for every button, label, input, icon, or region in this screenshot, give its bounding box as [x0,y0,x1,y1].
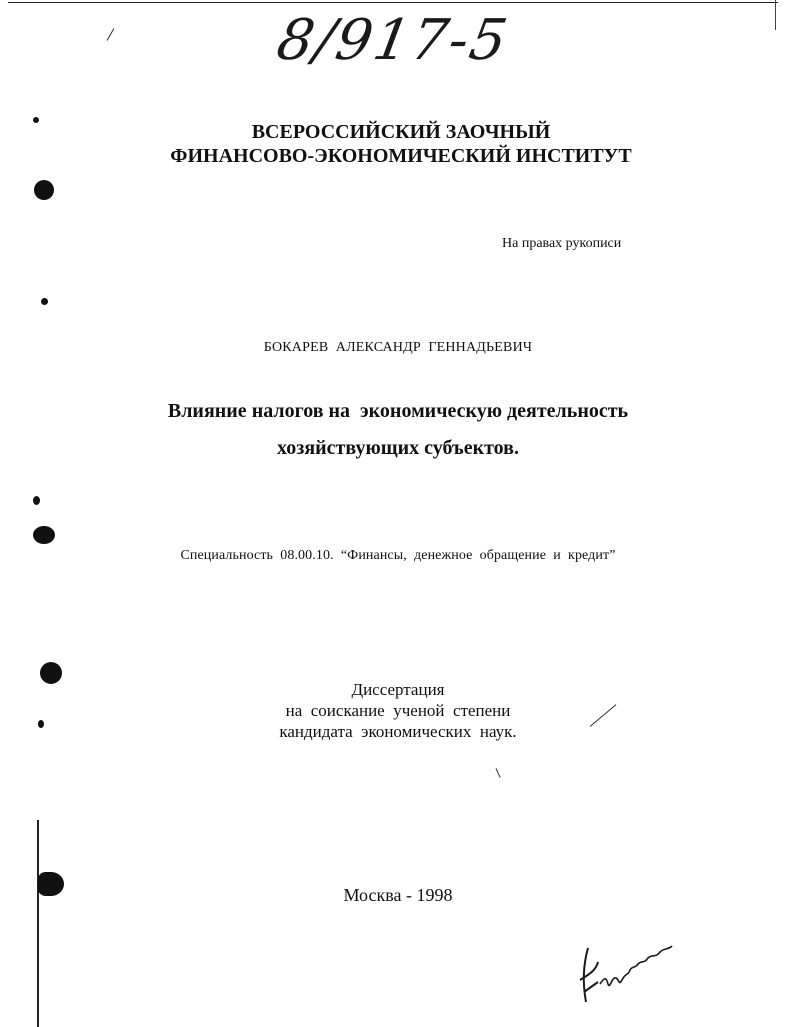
scan-mark [38,720,44,728]
scan-mark [41,298,48,305]
punch-hole [33,526,55,544]
pencil-stroke [590,704,617,727]
pencil-stroke [107,28,115,41]
dissertation-block [240,679,556,742]
handwritten-archive-number: 8/917-5 [272,8,514,73]
institute-line-1: ВСЕРОССИЙСКИЙ ЗАОЧНЫЙ [251,121,551,143]
right-border-line [775,0,776,30]
manuscript-rights-note: На правах рукописи [502,236,622,251]
author-name: БОКАРЕВ АЛЕКСАНДР ГЕННАДЬЕВИЧ [263,340,533,355]
thesis-title-line-2: хозяйствующих субъектов. [277,437,519,459]
pencil-stroke [496,768,501,777]
dissertation-line-1: Диссертация [351,680,445,699]
thesis-title-line-1: Влияние налогов на экономическую деятельность [167,400,629,422]
scan-mark [33,496,40,505]
punch-hole [40,662,62,684]
institute-line-2: ФИНАНСОВО-ЭКОНОМИЧЕСКИЙ ИНСТИТУТ [170,145,632,167]
dissertation-line-3: кандидата экономических наук. [279,722,517,741]
institute-name [0,120,796,168]
top-border-line [8,2,778,3]
handwritten-signature [574,940,684,1010]
left-border-line [37,820,39,1027]
punch-hole [34,180,54,200]
city-year: Москва - 1998 [343,885,453,905]
specialty-line: Специальность 08.00.10. “Финансы, денежное обращение и кредит” [180,548,616,563]
dissertation-line-2: на соискание ученой степени [285,701,511,720]
